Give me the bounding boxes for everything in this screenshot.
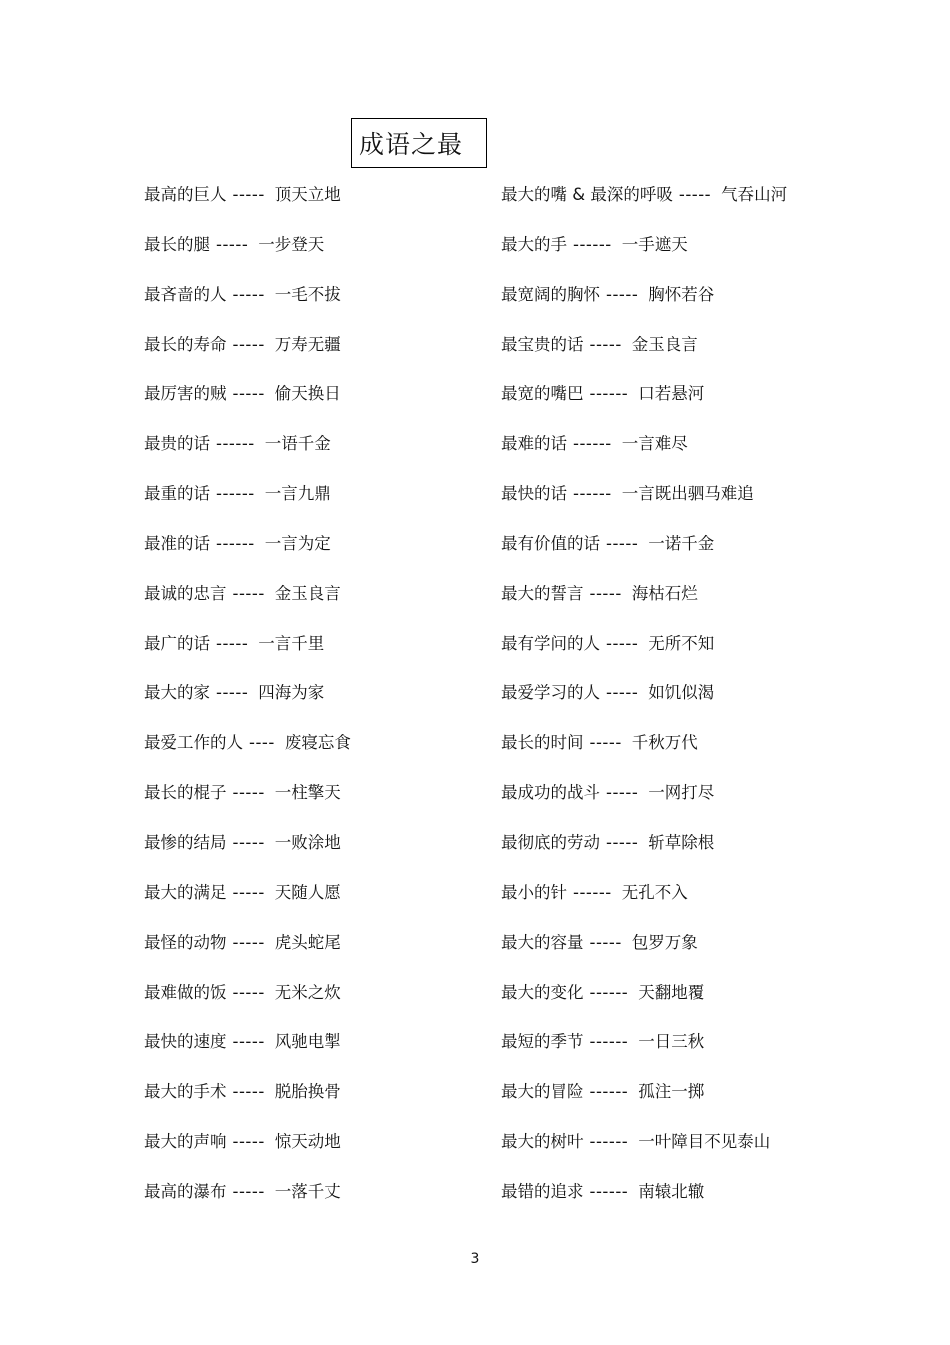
entry-dash: ----- — [606, 783, 639, 803]
entry-dash: ------ — [573, 484, 612, 504]
entry-dash: ----- — [232, 832, 265, 852]
entry-idiom: 顶天立地 — [274, 185, 341, 204]
entry-dash: ------ — [216, 434, 255, 454]
entry-idiom: 一网打尽 — [648, 783, 715, 803]
entry-label: 最大的声响 — [144, 1132, 227, 1152]
entry-idiom: 一诺千金 — [648, 533, 715, 553]
entry-label: 最大的满足 — [144, 882, 227, 902]
list-item — [144, 579, 351, 629]
list-item — [501, 479, 787, 529]
entry-label: 最成功的战斗 — [501, 783, 600, 803]
list-item — [144, 629, 351, 679]
entry-dash: ----- — [589, 733, 622, 753]
entry-dash: ------ — [589, 1132, 629, 1152]
entry-idiom: 一叶障目不见泰山 — [638, 1132, 771, 1152]
entry-label: 最长的腿 — [144, 234, 210, 254]
entry-idiom: 一言为定 — [264, 533, 331, 553]
entry-idiom: 一步登天 — [258, 234, 325, 254]
list-item — [144, 1127, 351, 1177]
list-item — [501, 778, 787, 828]
list-item — [501, 1027, 787, 1077]
list-item — [501, 579, 787, 629]
entry-idiom: 金玉良言 — [631, 334, 698, 354]
entry-dash: ----- — [232, 185, 265, 204]
entry-label: 最错的追求 — [501, 1181, 584, 1201]
list-item — [144, 678, 351, 728]
entry-idiom: 一落千丈 — [274, 1181, 341, 1201]
list-item — [144, 1177, 351, 1227]
entry-label: 最有价值的话 — [501, 533, 600, 553]
entry-idiom: 一语千金 — [264, 434, 331, 454]
entry-idiom: 偷天换日 — [274, 384, 341, 404]
entry-idiom: 天随人愿 — [274, 882, 341, 902]
list-item — [501, 1177, 787, 1227]
list-item — [501, 828, 787, 878]
entry-idiom: 废寝忘食 — [284, 733, 351, 753]
entry-label: 最快的速度 — [144, 1032, 227, 1052]
list-item — [144, 728, 351, 778]
entry-dash: ---- — [249, 733, 275, 753]
entry-label: 最小的针 — [501, 882, 567, 902]
entry-label: 最快的话 — [501, 484, 567, 504]
entry-idiom: 如饥似渴 — [648, 683, 715, 703]
list-item — [144, 529, 351, 579]
entry-dash: ------ — [573, 234, 612, 254]
entry-idiom: 一柱擎天 — [274, 783, 341, 803]
entry-dash: ------ — [216, 533, 255, 553]
entry-dash: ----- — [232, 384, 265, 404]
list-item — [501, 280, 787, 330]
entry-dash: ----- — [589, 932, 622, 952]
list-item — [144, 778, 351, 828]
entry-label: 最重的话 — [144, 484, 210, 504]
list-item — [144, 180, 351, 230]
entry-dash: ----- — [232, 1032, 265, 1052]
entry-label: 最宽的嘴巴 — [501, 384, 584, 404]
list-item — [144, 928, 351, 978]
list-item — [144, 230, 351, 280]
entry-label: 最长的时间 — [501, 733, 584, 753]
entry-label: 最难做的饭 — [144, 982, 227, 1002]
entry-idiom: 一言千里 — [258, 633, 325, 653]
entry-dash: ----- — [216, 633, 249, 653]
entry-idiom: 一言九鼎 — [264, 484, 331, 504]
entry-dash: ----- — [606, 832, 639, 852]
entry-idiom: 四海为家 — [258, 683, 325, 703]
entry-label: 最大的手 — [501, 234, 567, 254]
entry-label: 最大的誓言 — [501, 583, 584, 603]
entry-dash: ----- — [232, 1082, 265, 1102]
list-item — [501, 728, 787, 778]
entry-idiom: 金玉良言 — [274, 583, 341, 603]
entry-dash: ----- — [589, 583, 622, 603]
entry-idiom: 惊天动地 — [274, 1132, 341, 1152]
entry-label: 最宝贵的话 — [501, 334, 584, 354]
entry-dash: ----- — [232, 982, 265, 1002]
entry-idiom: 包罗万象 — [631, 932, 698, 952]
entry-dash: ----- — [232, 1181, 265, 1201]
entry-dash: ----- — [232, 583, 265, 603]
entry-idiom: 海枯石烂 — [631, 583, 698, 603]
entry-label: 最诚的忠言 — [144, 583, 227, 603]
list-item — [501, 330, 787, 380]
entry-dash: ----- — [232, 284, 265, 304]
entry-idiom: 无所不知 — [648, 633, 715, 653]
list-item — [501, 978, 787, 1028]
entry-label: 最短的季节 — [501, 1032, 584, 1052]
list-item — [144, 330, 351, 380]
entry-idiom: 虎头蛇尾 — [274, 932, 341, 952]
entry-idiom: 一毛不拔 — [274, 284, 341, 304]
entry-label: 最长的寿命 — [144, 334, 227, 354]
entry-label: 最大的手术 — [144, 1082, 227, 1102]
entry-dash: ----- — [232, 932, 265, 952]
entry-idiom: 一言既出驷马难追 — [621, 484, 754, 504]
list-item — [144, 978, 351, 1028]
entry-idiom: 气吞山河 — [721, 185, 788, 204]
list-item — [501, 878, 787, 928]
list-item — [501, 629, 787, 679]
entry-idiom: 一言难尽 — [621, 434, 688, 454]
entry-dash: ------ — [573, 434, 612, 454]
list-item — [501, 1077, 787, 1127]
entry-dash: ------ — [589, 1082, 629, 1102]
entry-label: 最吝啬的人 — [144, 284, 227, 304]
entry-dash: ----- — [606, 683, 639, 703]
entry-idiom: 无孔不入 — [621, 882, 688, 902]
list-item — [144, 1077, 351, 1127]
entry-idiom: 无米之炊 — [274, 982, 341, 1002]
entry-idiom: 脱胎换骨 — [274, 1082, 341, 1102]
list-item — [501, 529, 787, 579]
entry-dash: ------ — [589, 982, 629, 1002]
entry-dash: ------ — [589, 1032, 629, 1052]
list-item — [144, 878, 351, 928]
entry-dash: ----- — [216, 683, 249, 703]
entry-dash: ----- — [232, 334, 265, 354]
entry-label: 最高的巨人 — [144, 185, 227, 204]
entry-idiom: 万寿无疆 — [274, 334, 341, 354]
list-item — [144, 1027, 351, 1077]
list-item — [144, 280, 351, 330]
entry-label: 最贵的话 — [144, 434, 210, 454]
page-title: 成语之最 — [351, 118, 487, 168]
right-column — [501, 180, 787, 1227]
list-item — [501, 379, 787, 429]
entry-dash: ------ — [589, 384, 629, 404]
entry-label: 最大的嘴 & 最深的呼吸 — [501, 185, 673, 204]
entry-idiom: 斩草除根 — [648, 832, 715, 852]
entry-label: 最爱工作的人 — [144, 733, 243, 753]
entry-idiom: 风驰电掣 — [274, 1032, 341, 1052]
entry-label: 最大的树叶 — [501, 1132, 584, 1152]
list-item — [501, 928, 787, 978]
entry-dash: ------ — [216, 484, 255, 504]
entry-idiom: 一手遮天 — [621, 234, 688, 254]
entry-dash: ----- — [216, 234, 249, 254]
entry-label: 最难的话 — [501, 434, 567, 454]
entry-dash: ----- — [606, 284, 639, 304]
entry-dash: ----- — [232, 1132, 265, 1152]
list-item — [501, 429, 787, 479]
entry-dash: ------ — [573, 882, 612, 902]
entry-idiom: 口若悬河 — [638, 384, 705, 404]
entry-label: 最长的棍子 — [144, 783, 227, 803]
entry-label: 最大的冒险 — [501, 1082, 584, 1102]
entry-label: 最爱学习的人 — [501, 683, 600, 703]
entry-dash: ----- — [589, 334, 622, 354]
entry-idiom: 孤注一掷 — [638, 1082, 705, 1102]
entry-idiom: 千秋万代 — [631, 733, 698, 753]
list-item — [144, 379, 351, 429]
entry-label: 最惨的结局 — [144, 832, 227, 852]
entry-label: 最大的容量 — [501, 932, 584, 952]
list-item — [144, 479, 351, 529]
entry-dash: ----- — [606, 533, 639, 553]
entry-label: 最宽阔的胸怀 — [501, 284, 600, 304]
left-column — [144, 180, 351, 1227]
entry-label: 最有学问的人 — [501, 633, 600, 653]
list-item — [144, 828, 351, 878]
entry-label: 最大的家 — [144, 683, 210, 703]
page-number: 3 — [470, 1251, 480, 1267]
entry-label: 最准的话 — [144, 533, 210, 553]
list-item — [501, 230, 787, 280]
entry-dash: ----- — [606, 633, 639, 653]
entry-label: 最大的变化 — [501, 982, 584, 1002]
entry-dash: ------ — [589, 1181, 629, 1201]
list-item — [501, 1127, 787, 1177]
entry-idiom: 胸怀若谷 — [648, 284, 715, 304]
entry-label: 最怪的动物 — [144, 932, 227, 952]
entry-dash: ----- — [232, 882, 265, 902]
entry-dash: ----- — [232, 783, 265, 803]
list-item — [501, 180, 787, 230]
list-item — [501, 678, 787, 728]
entry-idiom: 一败涂地 — [274, 832, 341, 852]
entry-label: 最广的话 — [144, 633, 210, 653]
entry-idiom: 天翻地覆 — [638, 982, 705, 1002]
entry-label: 最高的瀑布 — [144, 1181, 227, 1201]
entry-idiom: 一日三秋 — [638, 1032, 705, 1052]
entry-label: 最厉害的贼 — [144, 384, 227, 404]
list-item — [144, 429, 351, 479]
entry-dash: ----- — [678, 185, 712, 204]
entry-idiom: 南辕北辙 — [638, 1181, 705, 1201]
entry-label: 最彻底的劳动 — [501, 832, 600, 852]
